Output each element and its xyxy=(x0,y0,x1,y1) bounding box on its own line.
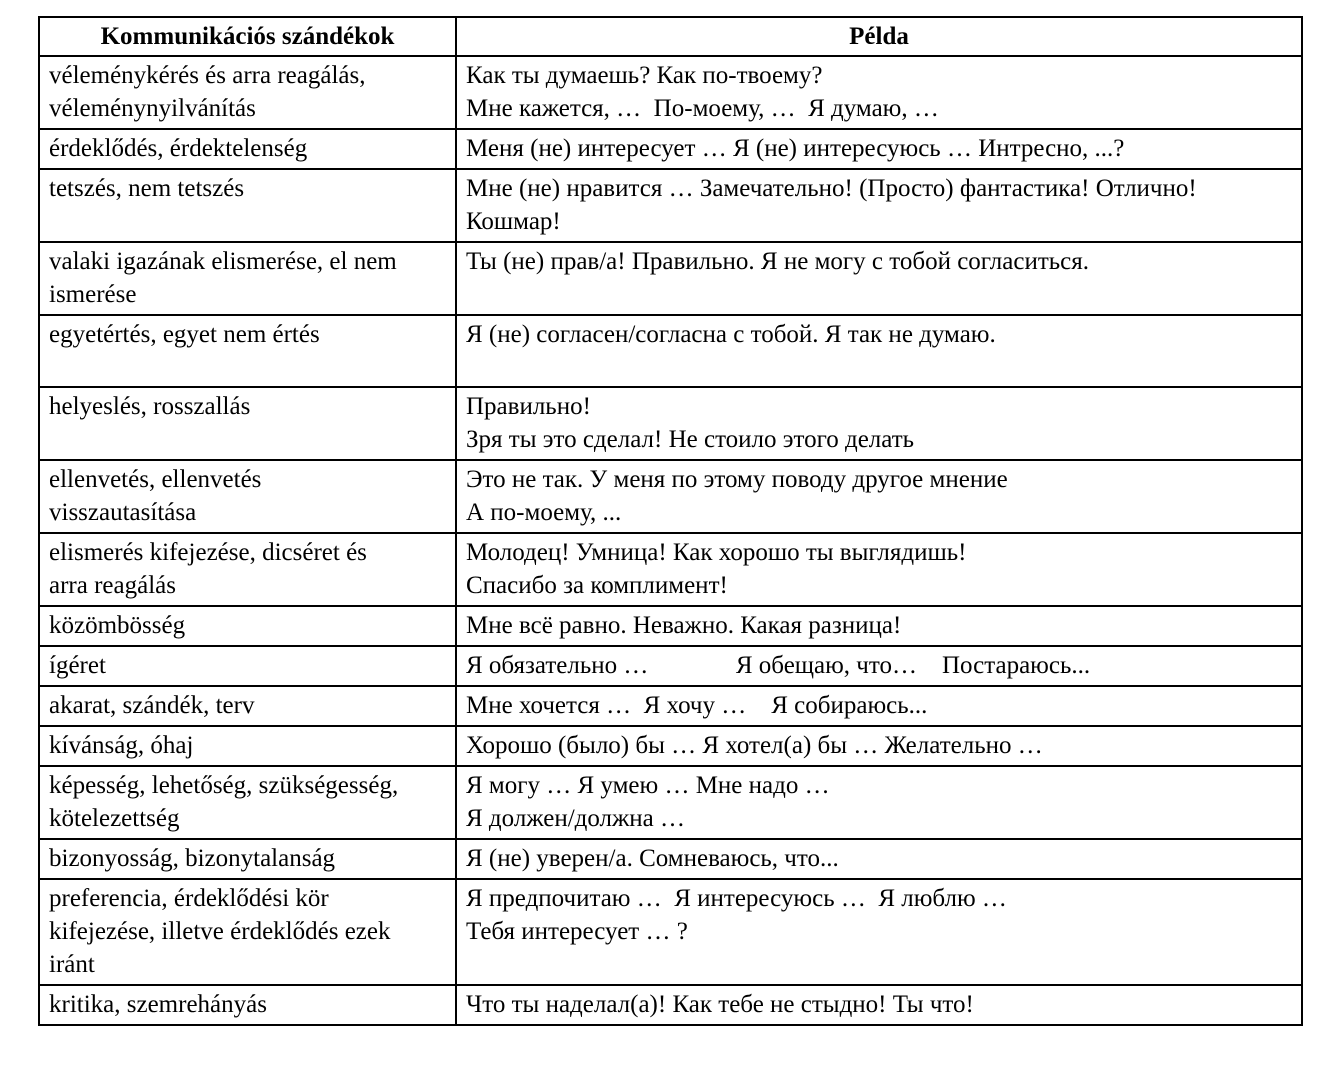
example-text: Я обязательно … Я обещаю, что… Постараюсь... xyxy=(466,652,1091,679)
intent-cell xyxy=(39,242,456,315)
example-cell xyxy=(456,56,1302,129)
intent-text: ígéret xyxy=(49,652,106,679)
example-text: Это не так. У меня по этому поводу другое мнение xyxy=(466,466,1008,493)
intent-text: kifejezése, illetve érdeklődés ezek xyxy=(49,918,391,945)
intent-text: kritika, szemrehányás xyxy=(49,991,267,1018)
communicative-intents-table xyxy=(38,16,1303,1026)
example-cell xyxy=(456,686,1302,726)
intent-cell xyxy=(39,606,456,646)
intent-text: kötelezettség xyxy=(49,805,180,832)
column-header-example: Példa xyxy=(456,17,1302,56)
example-text: Меня (не) интересует … Я (не) интересуюсь … Интресно, ...? xyxy=(466,135,1125,162)
example-text: Кошмар! xyxy=(466,208,561,235)
example-text: Мне хочется … Я хочу … Я собираюсь... xyxy=(466,692,928,719)
example-cell xyxy=(456,460,1302,533)
table-row xyxy=(39,56,1302,129)
intent-text: valaki igazának elismerése, el nem xyxy=(49,248,397,275)
example-cell xyxy=(456,129,1302,169)
example-text: Что ты наделал(а)! Как тебе не стыдно! Ты что! xyxy=(466,991,974,1018)
intent-cell xyxy=(39,129,456,169)
table-row xyxy=(39,387,1302,460)
intent-cell xyxy=(39,839,456,879)
intent-text: kívánság, óhaj xyxy=(49,732,194,759)
intent-text: iránt xyxy=(49,951,95,978)
example-text: Я предпочитаю … Я интересуюсь … Я люблю … xyxy=(466,885,1007,912)
intent-cell xyxy=(39,460,456,533)
intent-text: akarat, szándék, terv xyxy=(49,692,255,719)
table-row xyxy=(39,985,1302,1025)
example-text: Мне кажется, … По-моему, … Я думаю, … xyxy=(466,95,939,122)
example-text: Мне всё равно. Неважно. Какая разница! xyxy=(466,612,902,639)
table-row xyxy=(39,315,1302,387)
table-row xyxy=(39,242,1302,315)
intent-text: képesség, lehetőség, szükségesség, xyxy=(49,772,399,799)
example-cell xyxy=(456,533,1302,606)
column-header-intent: Kommunikációs szándékok xyxy=(39,17,456,56)
example-cell xyxy=(456,839,1302,879)
example-text: Правильно! xyxy=(466,393,591,420)
example-cell xyxy=(456,766,1302,839)
intent-text: ellenvetés, ellenvetés xyxy=(49,466,262,493)
example-text: Я должен/должна … xyxy=(466,805,686,832)
example-text: Как ты думаешь? Как по-твоему? xyxy=(466,62,823,89)
intent-text: bizonyosság, bizonytalanság xyxy=(49,845,336,872)
intent-text: véleménykérés és arra reagálás, xyxy=(49,62,366,89)
example-text: Зря ты это сделал! Не стоило этого делать xyxy=(466,426,915,453)
intent-text: véleménynyilvánítás xyxy=(49,95,256,122)
intent-text: arra reagálás xyxy=(49,572,176,599)
intent-text: egyetértés, egyet nem értés xyxy=(49,321,320,348)
table-row xyxy=(39,460,1302,533)
intent-text: elismerés kifejezése, dicséret és xyxy=(49,539,367,566)
intent-cell xyxy=(39,387,456,460)
table-row xyxy=(39,646,1302,686)
example-text: Я (не) уверен/а. Сомневаюсь, что... xyxy=(466,845,839,872)
table-row xyxy=(39,129,1302,169)
intent-text: közömbösség xyxy=(49,612,186,639)
table-row xyxy=(39,766,1302,839)
table-row xyxy=(39,169,1302,242)
intent-cell xyxy=(39,726,456,766)
intent-cell xyxy=(39,56,456,129)
example-cell xyxy=(456,387,1302,460)
table-row xyxy=(39,839,1302,879)
table-row xyxy=(39,726,1302,766)
example-text: Тебя интересует … ? xyxy=(466,918,688,945)
example-cell xyxy=(456,606,1302,646)
example-cell xyxy=(456,879,1302,985)
example-text: Спасибо за комплимент! xyxy=(466,572,728,599)
example-cell xyxy=(456,242,1302,315)
intent-cell xyxy=(39,533,456,606)
example-text: Молодец! Умница! Как хорошо ты выглядишь! xyxy=(466,539,967,566)
intent-cell xyxy=(39,686,456,726)
example-text: Я могу … Я умею … Мне надо … xyxy=(466,772,830,799)
intent-text: helyeslés, rosszallás xyxy=(49,393,251,420)
intent-text: preferencia, érdeklődési kör xyxy=(49,885,329,912)
intent-cell xyxy=(39,315,456,387)
example-text: Я (не) согласен/согласна с тобой. Я так не думаю. xyxy=(466,321,996,348)
intent-text: érdeklődés, érdektelenség xyxy=(49,135,308,162)
table-row xyxy=(39,879,1302,985)
example-text: Мне (не) нравится … Замечательно! (Просто) фантастика! Отлично! xyxy=(466,175,1197,202)
example-text: Хорошо (было) бы … Я хотел(а) бы … Желательно … xyxy=(466,732,1043,759)
intent-cell xyxy=(39,879,456,985)
table-row xyxy=(39,533,1302,606)
intent-cell xyxy=(39,169,456,242)
intent-text: tetszés, nem tetszés xyxy=(49,175,245,202)
table-row xyxy=(39,686,1302,726)
intent-text: ismerése xyxy=(49,281,137,308)
example-cell xyxy=(456,726,1302,766)
example-cell xyxy=(456,646,1302,686)
example-cell xyxy=(456,169,1302,242)
intent-cell xyxy=(39,985,456,1025)
intent-cell xyxy=(39,766,456,839)
example-text: Ты (не) прав/а! Правильно. Я не могу с тобой согласиться. xyxy=(466,248,1089,275)
table-body xyxy=(39,56,1302,1025)
intent-text: visszautasítása xyxy=(49,499,197,526)
example-cell xyxy=(456,985,1302,1025)
intent-cell xyxy=(39,646,456,686)
table-header-row xyxy=(39,17,1302,56)
example-cell xyxy=(456,315,1302,387)
table-row xyxy=(39,606,1302,646)
example-text: А по-моему, ... xyxy=(466,499,622,526)
